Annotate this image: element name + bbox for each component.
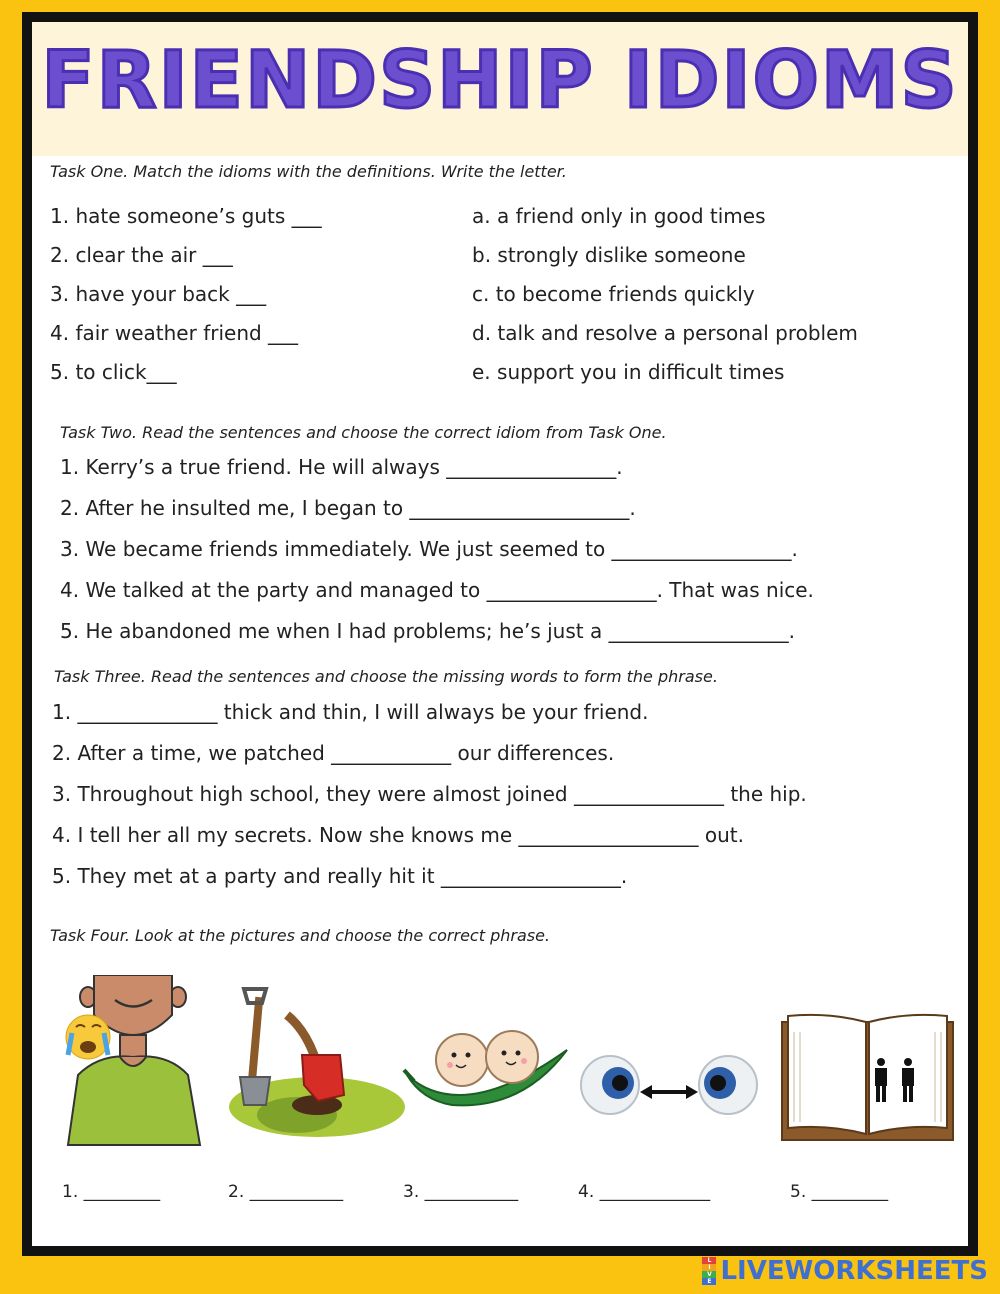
open-book-icon [780,1012,955,1144]
two-peas-in-a-pod-icon [402,1025,572,1125]
task-four-label-3: 3. ___________ [403,1182,519,1202]
task-two-sentence-3: 3. We became friends immediately. We just seemed to __________________. [60,537,798,561]
crying-friend-on-shoulder-icon [60,975,210,1150]
task-three-sentence-5: 5. They met at a party and really hit it __________________. [52,864,628,888]
task-three-sentence-3: 3. Throughout high school, they were almost joined _______________ the hip. [52,782,807,806]
task-one-definition-e: e. support you in difficult times [472,360,785,384]
eye-to-eye-icon [580,1050,760,1120]
brand-name: LIVEWORKSHEETS [720,1256,988,1286]
task-one-idiom-1: 1. hate someone’s guts ___ [50,204,322,228]
task-two-instruction: Task Two. Read the sentences and choose the correct idiom from Task One. [60,423,667,442]
page-title: FRIENDSHIP IDIOMS [41,36,959,126]
task-four-label-5: 5. _________ [790,1182,889,1202]
task-three-sentence-4: 4. I tell her all my secrets. Now she knows me __________________ out. [52,823,744,847]
task-one-definition-c: c. to become friends quickly [472,282,755,306]
task-one-instruction: Task One. Match the idioms with the definitions. Write the letter. [50,162,567,181]
task-one-definition-a: a. a friend only in good times [472,204,766,228]
task-one-idiom-2: 2. clear the air ___ [50,243,233,267]
task-one-idiom-4: 4. fair weather friend ___ [50,321,299,345]
task-one-definition-b: b. strongly dislike someone [472,243,746,267]
task-two-sentence-1: 1. Kerry’s a true friend. He will always _________________. [60,455,623,479]
task-four-instruction: Task Four. Look at the pictures and choose the correct phrase. [50,926,551,945]
brand-mark-icon: L I V E [702,1257,716,1285]
task-two-sentence-2: 2. After he insulted me, I began to ______________________. [60,496,636,520]
task-one-idiom-3: 3. have your back ___ [50,282,267,306]
task-three-sentence-1: 1. ______________ thick and thin, I will always be your friend. [52,700,649,724]
buried-hatchet-icon [222,985,407,1145]
task-one-idiom-5: 5. to click___ [50,360,177,384]
task-four-label-2: 2. ___________ [228,1182,344,1202]
task-two-sentence-5: 5. He abandoned me when I had problems; he’s just a __________________. [60,619,795,643]
task-three-instruction: Task Three. Read the sentences and choose the missing words to form the phrase. [54,667,718,686]
liveworksheets-logo[interactable] [702,1256,988,1286]
task-one-definition-d: d. talk and resolve a personal problem [472,321,858,345]
task-three-sentence-2: 2. After a time, we patched ____________ our differences. [52,741,615,765]
task-four-label-4: 4. _____________ [578,1182,711,1202]
task-four-label-1: 1. _________ [62,1182,161,1202]
task-two-sentence-4: 4. We talked at the party and managed to _________________. That was nice. [60,578,814,602]
